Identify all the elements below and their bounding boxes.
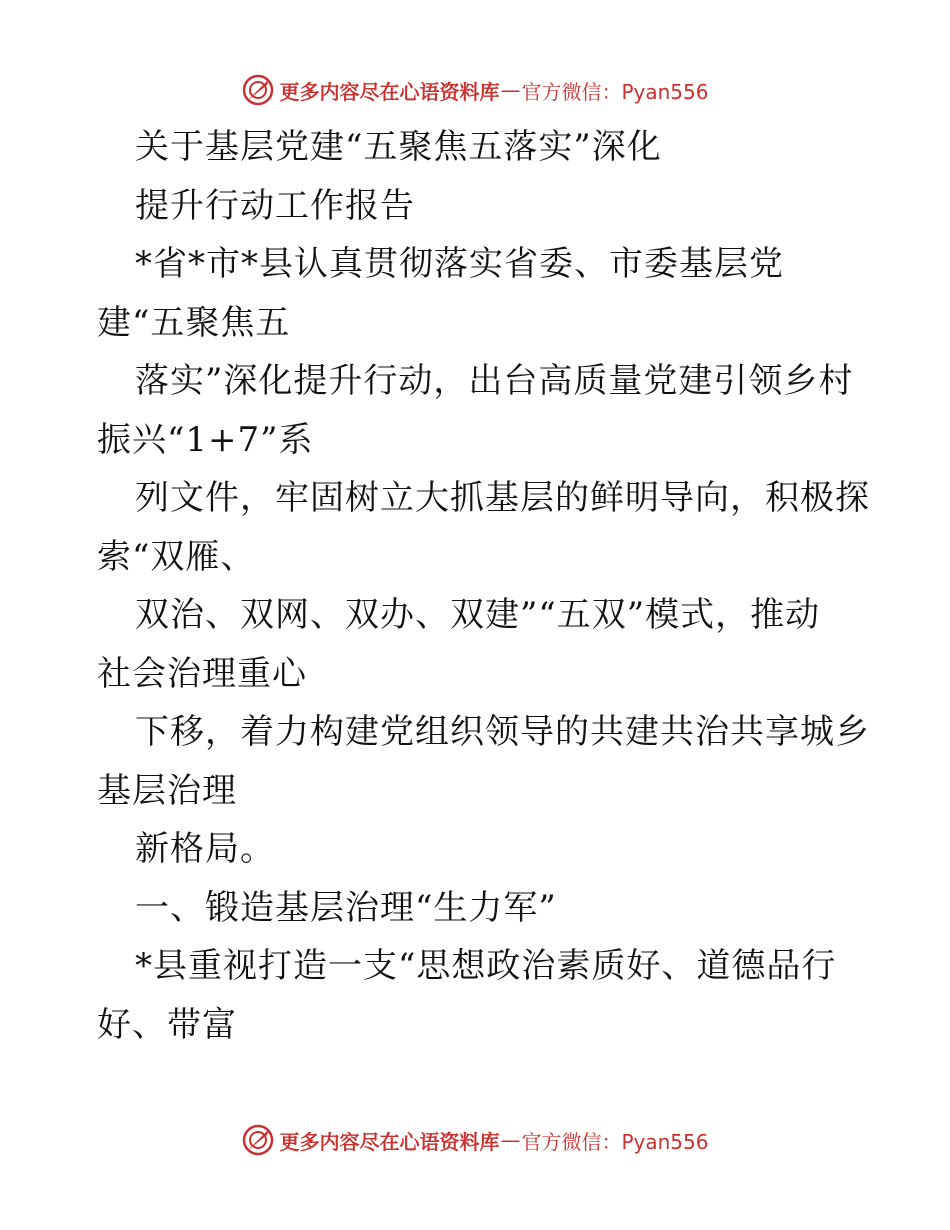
paragraph-line: 双治、双网、双办、双建”“五双”模式，推动 [135, 595, 821, 635]
paragraph-line: 振兴“1+7”系 [97, 419, 314, 460]
paragraph-line: 基层治理 [97, 770, 237, 811]
document-body [97, 118, 870, 1054]
paragraph-line: *县重视打造一支“思想政治素质好、道德品行 [135, 946, 837, 986]
pen-logo-icon [241, 1123, 275, 1157]
paragraph-line: 社会治理重心 [97, 653, 307, 694]
paragraph-line: 建“五聚焦五 [97, 302, 291, 343]
banner-wechat: 官方微信：Pyan556 [521, 79, 709, 104]
banner-text: 更多内容尽在心语资料库 [279, 79, 500, 104]
pen-logo-icon [241, 73, 275, 107]
paragraph-line: 好、带富 [97, 1004, 237, 1045]
banner-dash: — [500, 78, 521, 102]
paragraph-line: 落实”深化提升行动，出台高质量党建引领乡村 [135, 361, 854, 401]
paragraph-line: 下移，着力构建党组织领导的共建共治共享城乡 [135, 712, 870, 752]
banner-dash: — [500, 1128, 521, 1152]
footer-banner [0, 1120, 950, 1160]
paragraph-line: *省*市*县认真贯彻落实省委、市委基层党 [135, 244, 784, 284]
paragraph-line: 新格局。 [135, 829, 275, 869]
section-heading: 一、锻造基层治理“生力军” [135, 887, 557, 928]
banner-text: 更多内容尽在心语资料库 [279, 1129, 500, 1154]
banner-wechat: 官方微信：Pyan556 [521, 1129, 709, 1154]
doc-title-line-2: 提升行动工作报告 [135, 185, 415, 226]
paragraph-line: 列文件，牢固树立大抓基层的鲜明导向，积极探 [135, 478, 870, 518]
doc-title-line-1: 关于基层党建“五聚焦五落实”深化 [135, 127, 662, 167]
header-banner [0, 70, 950, 110]
paragraph-line: 索“双雁、 [97, 536, 256, 577]
